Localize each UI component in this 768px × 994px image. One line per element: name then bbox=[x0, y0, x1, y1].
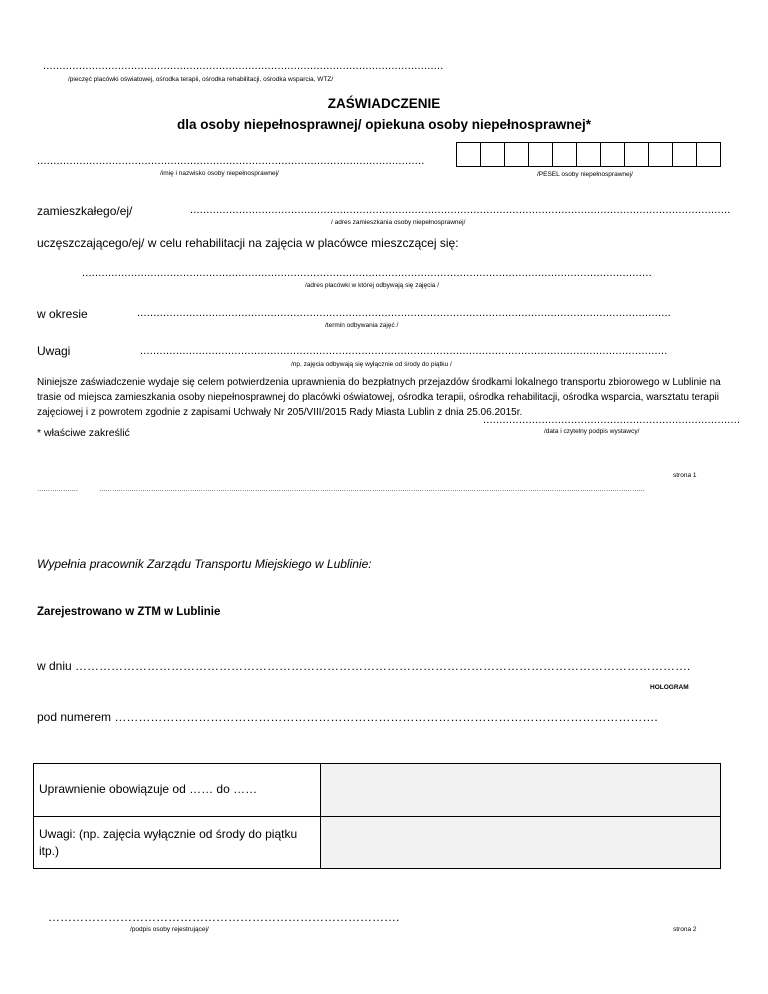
pesel-caption: /PESEL osoby niepełnosprawnej/ bbox=[537, 171, 633, 178]
pesel-digit-box[interactable] bbox=[528, 143, 552, 166]
table-cell bbox=[34, 764, 321, 816]
pesel-boxes[interactable] bbox=[456, 142, 721, 167]
facility-caption: /adres placówki w której odbywają się zajęcia / bbox=[305, 282, 440, 289]
document-subtitle: dla osoby niepełnosprawnej/ opiekuna osoby niepełnosprawnej* bbox=[176, 117, 592, 132]
pesel-digit-box[interactable] bbox=[672, 143, 696, 166]
pesel-digit-box[interactable] bbox=[552, 143, 576, 166]
registration-date-line[interactable]: w dniu ………………………………………………………………………………………………………………………………………. bbox=[37, 659, 691, 673]
signature-dotted-line[interactable]: ............................................................................... bbox=[483, 414, 741, 426]
remarks-label: Uwagi bbox=[37, 344, 71, 358]
table-row bbox=[34, 764, 720, 817]
pesel-digit-box[interactable] bbox=[480, 143, 504, 166]
stamp-caption: /pieczęć placówki oświatowej, ośrodka terapii, ośrodka rehabilitacji, ośrodka wsparcia, WTZ/ bbox=[68, 76, 334, 83]
validity-period-field[interactable] bbox=[321, 764, 720, 816]
pesel-digit-box[interactable] bbox=[600, 143, 624, 166]
validity-period-label: Uprawnienie obowiązuje od …… do …… bbox=[39, 782, 258, 796]
registered-label: Zarejestrowano w ZTM w Lublinie bbox=[37, 606, 221, 618]
pesel-digit-box[interactable] bbox=[504, 143, 528, 166]
remarks-dotted-line[interactable]: .................................................................................................................................................................. bbox=[140, 345, 668, 357]
cut-line-right: ……………………………………………………………………………………………………………………………………………………………………………………………………………………………… bbox=[99, 486, 645, 493]
entitlement-table bbox=[33, 763, 721, 869]
address-caption: / adres zamieszkania osoby niepełnosprawnej/ bbox=[331, 219, 466, 226]
facility-dotted-line[interactable]: ............................................................................................................................................................................... bbox=[82, 267, 652, 279]
facility-label: uczęszczającego/ej/ w celu rehabilitacji na zajęcia w placówce mieszczącej się: bbox=[37, 236, 459, 250]
document-title: ZAŚWIADCZENIE bbox=[327, 96, 441, 111]
section2-heading: Wypełnia pracownik Zarządu Transportu Miejskiego w Lublinie: bbox=[37, 557, 372, 571]
address-label: zamieszkałego/ej/ bbox=[37, 204, 133, 218]
table-remarks-label: Uwagi: (np. zajęcia wyłącznie od środy do piątku itp.) bbox=[39, 827, 298, 858]
period-dotted-line[interactable]: .................................................................................................................................................................... bbox=[137, 307, 672, 319]
signature-caption: /data i czytelny podpis wystawcy/ bbox=[544, 428, 640, 435]
remarks-caption: /np. zajęcia odbywają się wyłącznie od środy do piątku / bbox=[291, 361, 452, 368]
cut-line-left: ………………. bbox=[37, 486, 78, 493]
address-dotted-line[interactable]: ...................................................................................................................................................................... bbox=[190, 204, 731, 216]
period-caption: /termin odbywania zajęć / bbox=[325, 322, 399, 329]
table-row bbox=[34, 817, 720, 868]
table-remarks-field[interactable] bbox=[321, 817, 720, 868]
registration-number-line[interactable]: pod numerem ………………………………………………………………………………………………………………………. bbox=[37, 710, 658, 724]
period-label: w okresie bbox=[37, 307, 88, 321]
hologram-label: HOLOGRAM bbox=[650, 684, 689, 691]
pesel-digit-box[interactable] bbox=[648, 143, 672, 166]
page-number-1: strona 1 bbox=[673, 472, 697, 479]
table-cell bbox=[34, 817, 321, 868]
registrar-signature-line[interactable]: ……………………………………………………………………………. bbox=[48, 910, 400, 924]
pesel-digit-box[interactable] bbox=[457, 143, 480, 166]
statement-paragraph: Niniejsze zaświadczenie wydaje się celem potwierdzenia uprawnienia do bezpłatnych przejazdów środkami lokalnego transportu zbiorowego w Lublinie na trasie od miejsca zamieszkania osoby niepełnosprawnej do placówki oświatowej, ośrodka terapii, ośrodka rehabilitacji, ośrodka wsparcia, warsztatu terapii zajęciowej i z powrotem zgodnie z zapisami Uchwały Nr 205/VIII/2015 Rady Miasta Lublin z dnia 25.06.2015r. bbox=[37, 377, 721, 418]
page-number-2: strona 2 bbox=[673, 926, 697, 933]
stamp-dotted-line[interactable]: ........................................................................................................................... bbox=[43, 60, 444, 72]
name-caption: /imię i nazwisko osoby niepełnosprawnej/ bbox=[160, 170, 279, 177]
pesel-digit-box[interactable] bbox=[624, 143, 648, 166]
name-dotted-line[interactable]: ....................................................................................................................... bbox=[37, 155, 425, 167]
pesel-digit-box[interactable] bbox=[576, 143, 600, 166]
footnote: * właściwe zakreślić bbox=[37, 427, 130, 439]
registrar-signature-caption: /podpis osoby rejestrującej/ bbox=[130, 926, 209, 933]
pesel-digit-box[interactable] bbox=[696, 143, 720, 166]
